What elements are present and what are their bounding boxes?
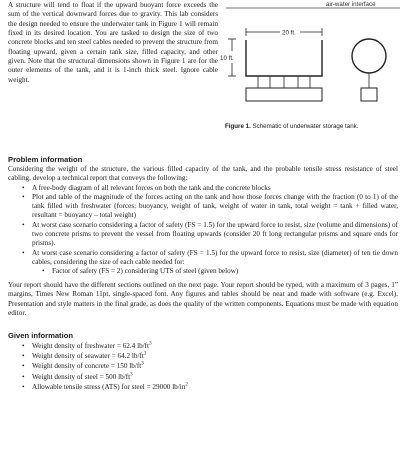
given-item-concrete [22, 361, 398, 371]
problem-bullet-2: • Plot and table of the magnitude of the forces acting on the tank and how those forces change with the fraction (0 to 1) of the tank filled with freshwater (forces: buoyancy, weight of tank, weight of water in tank, total weight = tank + filled water, resultant = buoyancy – total weight) [22, 193, 398, 221]
height-dimension-label: 10 ft. [220, 55, 234, 62]
figure-caption-text: Schematic of underwater storage tank. [250, 123, 359, 130]
figure-caption [225, 123, 358, 130]
given-list [22, 341, 398, 392]
figure-caption-label: Figure 1. [225, 123, 251, 130]
air-water-interface-label: air-water interface [326, 1, 376, 8]
concrete-block-side [246, 88, 322, 101]
problem-sub-bullet-list [42, 267, 398, 276]
tank-schematic [218, 0, 402, 140]
given-item-exponent: 3 [143, 351, 147, 357]
given-section [8, 331, 398, 392]
given-item-steel [22, 372, 398, 382]
given-item-freshwater [22, 341, 398, 351]
problem-bullet-1: • A free-body diagram of all relevant forces on both the tank and the concrete blocks [22, 184, 398, 193]
given-item-text: Weight density of freshwater = 62.4 lb/ft [32, 342, 150, 350]
figure-1 [218, 0, 402, 140]
width-dimension-label: 20 ft. [282, 29, 296, 37]
given-item-text: Weight density of steel = 500 lb/ft [32, 372, 131, 381]
report-paragraph: Your report should have the different sections outlined on the next page. Your report should be typed, with a maximum of 3 pages, 1” margins, Times New Roman 11pt, single-spaced font. Any figures and tables should be neat and made with software (e.g. Excel). Presentation and style matters in the final grade, as does the quality of the written components. Equations must be made with equation editor. [8, 281, 398, 317]
problem-section [8, 155, 398, 277]
given-item-text: Allowable tensile stress (ATS) for steel = 29000 lb/in [32, 382, 186, 391]
intro-section [8, 1, 218, 85]
tank-outline [246, 40, 322, 76]
given-item-exponent: 3 [141, 362, 144, 368]
given-item-text: Weight density of seawater = 64.2 lb/ft [32, 352, 144, 361]
problem-paragraph: Considering the weight of the structure, the various filled capacity of the tank, and the probable tensile stress resistance of steel cabling, develop a technical report that conveys the following: [8, 165, 398, 183]
problem-bullet-4-text: At worst case scenario considering a factor of safety (FS = 1.5) for the upward force to resist, size (diameter) of ten tie down cables, considering the size of each cable needed for: [32, 248, 398, 266]
given-item-ats [22, 382, 398, 392]
concrete-block-end [361, 88, 377, 101]
given-item-exponent: 3 [149, 341, 152, 347]
report-instructions [8, 281, 398, 318]
tank-end-view [352, 39, 386, 73]
intro-paragraph: A structure will tend to float if the upward buoyant force exceeds the sum of the vertical downward forces due to gravity. This lab considers the design needed to ensure the underwater tank in Figure 1 will remain fixed in its desired location. You are tasked to design the size of two concrete blocks and ten steel cables needed to prevent the structure from floating upward, given a certain tank size, filled capacity, and other given. Note that the structural dimensions shown in Figure 1 are for the outer elements of the tank, and it is 1-inch thick steel. Ignore cable weight. [8, 1, 218, 84]
problem-heading: Problem information [8, 155, 83, 164]
given-heading: Given information [8, 331, 73, 340]
problem-bullet-3: • At worst case scenario considering a factor of safety (FS = 1.5) for the upward force to resist, size (volume and dimensions) of two concrete prisms to prevent the vessel from floating upwards (consider 20 ft long rectangular prisms and square ends for prisms). [22, 221, 398, 249]
given-item-exponent: 2 [185, 382, 188, 388]
given-item-exponent: 3 [130, 372, 133, 378]
problem-bullet-list [22, 184, 398, 277]
problem-bullet-4 [22, 249, 398, 277]
given-item-text: Weight density of concrete = 150 lb/ft [32, 362, 142, 371]
problem-sub-bullet: • Factor of safety (FS = 2) considering UTS of steel (given below) [42, 267, 398, 276]
given-item-seawater [22, 351, 398, 361]
